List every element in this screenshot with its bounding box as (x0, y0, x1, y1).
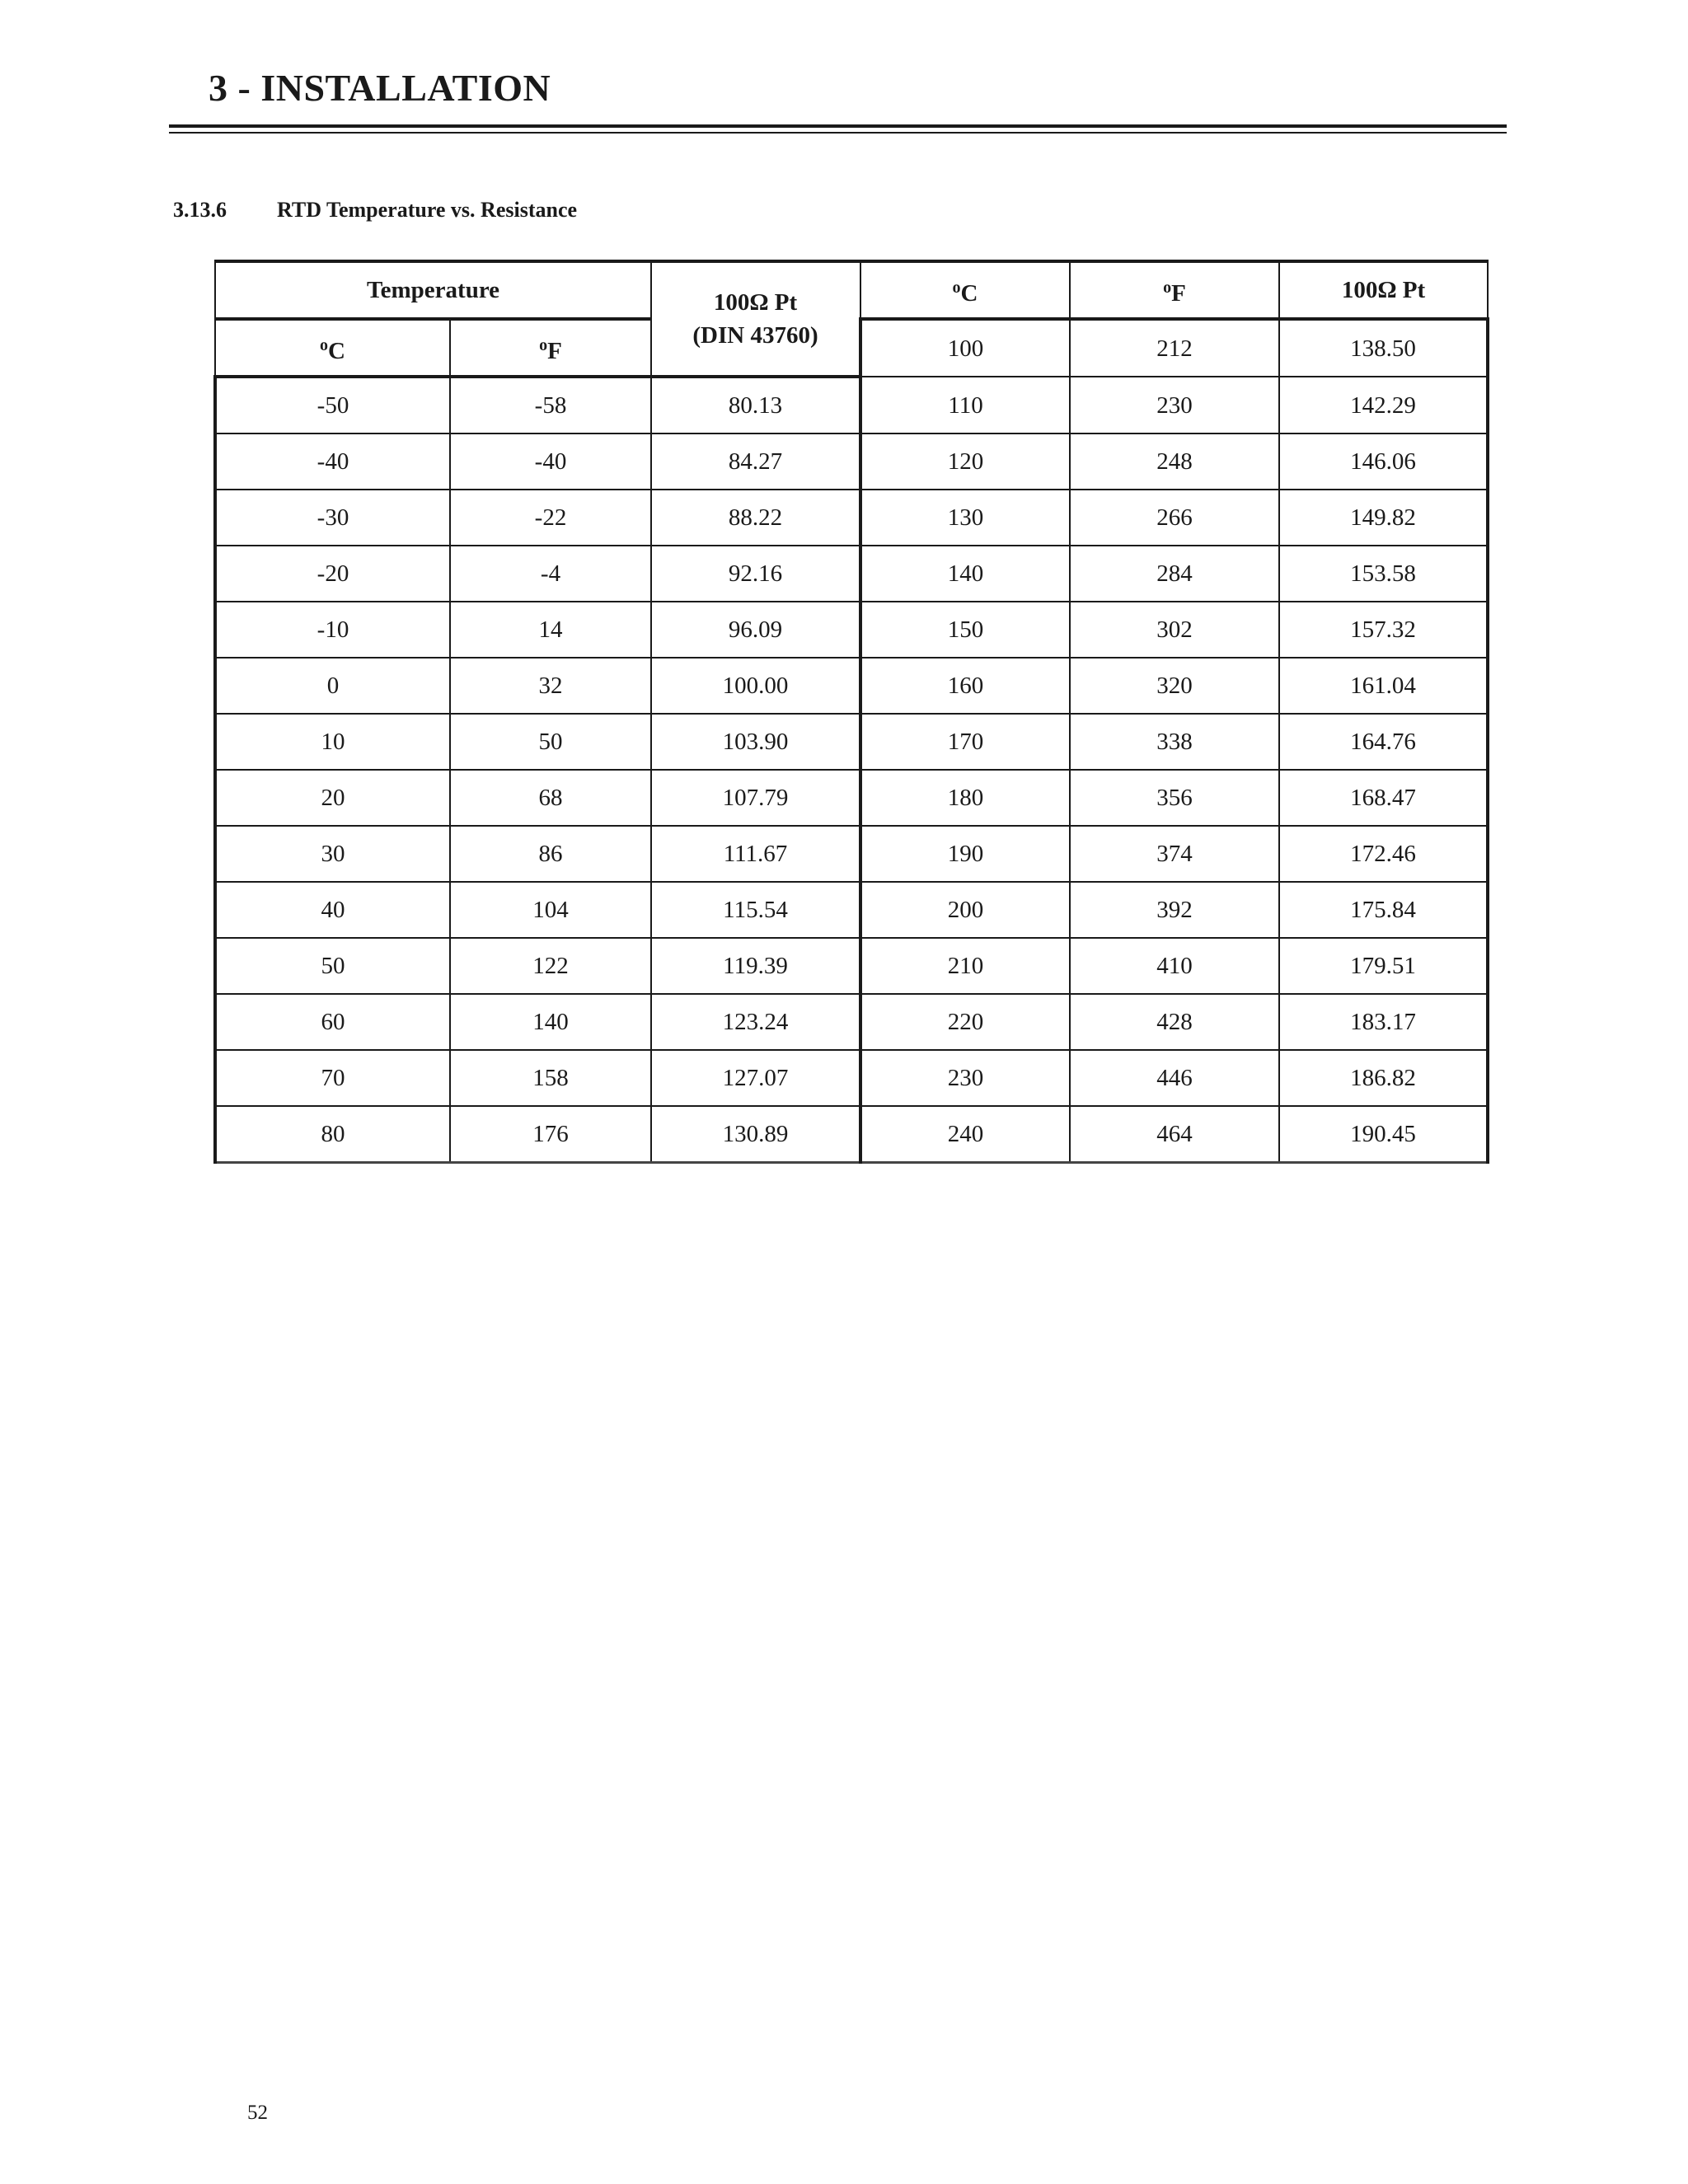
table-row (215, 434, 1488, 490)
table-cell: -4 (450, 546, 651, 602)
table-cell: 356 (1070, 770, 1279, 826)
table-row (215, 770, 1488, 826)
table-cell: 170 (860, 714, 1070, 770)
table-cell: 119.39 (651, 938, 860, 994)
table-cell: 212 (1070, 319, 1279, 377)
header-resistance-right: 100Ω Pt (1279, 261, 1488, 319)
table-cell: 149.82 (1279, 490, 1488, 546)
header-resistance-left (651, 261, 860, 377)
table-cell: 172.46 (1279, 826, 1488, 882)
header-rule-thick (169, 124, 1507, 128)
table-cell: 80.13 (651, 377, 860, 434)
table-cell: -40 (215, 434, 450, 490)
section-title: RTD Temperature vs. Resistance (277, 198, 578, 222)
table-cell: 10 (215, 714, 450, 770)
table-cell: -40 (450, 434, 651, 490)
table-cell: 230 (1070, 377, 1279, 434)
table-cell: 183.17 (1279, 994, 1488, 1050)
table-cell: 161.04 (1279, 658, 1488, 714)
table-row (215, 994, 1488, 1050)
table-cell: 92.16 (651, 546, 860, 602)
table-cell: -58 (450, 377, 651, 434)
table-cell: 230 (860, 1050, 1070, 1106)
table-cell: -10 (215, 602, 450, 658)
chapter-title: 3 - INSTALLATION (209, 67, 551, 109)
table-cell: 428 (1070, 994, 1279, 1050)
header-fahrenheit-right-label: F (1171, 279, 1186, 307)
table-cell: 110 (860, 377, 1070, 434)
table-row (215, 490, 1488, 546)
header-resistance-line1: 100Ω Pt (713, 289, 798, 316)
table-cell: 168.47 (1279, 770, 1488, 826)
header-fahrenheit-left (450, 319, 651, 377)
table-cell: 176 (450, 1106, 651, 1163)
table-cell: 130.89 (651, 1106, 860, 1163)
table-cell: 104 (450, 882, 651, 938)
table-cell: 40 (215, 882, 450, 938)
table-cell: 120 (860, 434, 1070, 490)
table-row (215, 602, 1488, 658)
table-row (215, 658, 1488, 714)
table-row (215, 714, 1488, 770)
table-cell: 160 (860, 658, 1070, 714)
table-cell: 446 (1070, 1050, 1279, 1106)
table-cell: 60 (215, 994, 450, 1050)
table-cell: 248 (1070, 434, 1279, 490)
table-cell: 103.90 (651, 714, 860, 770)
table-cell: 70 (215, 1050, 450, 1106)
degree-sign: o (952, 278, 961, 297)
table-cell: 122 (450, 938, 651, 994)
header-celsius-right-label: C (960, 279, 978, 307)
table-cell: 111.67 (651, 826, 860, 882)
table-cell: 179.51 (1279, 938, 1488, 994)
degree-sign: o (320, 335, 329, 354)
table-row (215, 938, 1488, 994)
table-cell: 100 (860, 319, 1070, 377)
table-cell: 338 (1070, 714, 1279, 770)
table-cell: 150 (860, 602, 1070, 658)
table-cell: 284 (1070, 546, 1279, 602)
degree-sign: o (1163, 278, 1172, 297)
table-cell: 84.27 (651, 434, 860, 490)
table-cell: 190.45 (1279, 1106, 1488, 1163)
header-celsius-right (860, 261, 1070, 319)
table-cell: 175.84 (1279, 882, 1488, 938)
table-cell: 115.54 (651, 882, 860, 938)
table-cell: 146.06 (1279, 434, 1488, 490)
table-row (215, 1106, 1488, 1163)
table-cell: 107.79 (651, 770, 860, 826)
table-row (215, 1050, 1488, 1106)
header-fahrenheit-left-label: F (547, 337, 562, 364)
table-cell: -50 (215, 377, 450, 434)
header-celsius-left-label: C (328, 337, 345, 364)
table-cell: 50 (215, 938, 450, 994)
table-cell: -22 (450, 490, 651, 546)
table-cell: 410 (1070, 938, 1279, 994)
table-cell: 123.24 (651, 994, 860, 1050)
table-cell: 127.07 (651, 1050, 860, 1106)
table-cell: 86 (450, 826, 651, 882)
table-cell: 320 (1070, 658, 1279, 714)
header-resistance-line2: (DIN 43760) (692, 322, 818, 349)
table-cell: 88.22 (651, 490, 860, 546)
header-rule-thin (169, 132, 1507, 134)
table-row (215, 377, 1488, 434)
table-cell: 158 (450, 1050, 651, 1106)
header-fahrenheit-right (1070, 261, 1279, 319)
table-row (215, 546, 1488, 602)
rtd-resistance-table (213, 260, 1489, 1164)
table-cell: 142.29 (1279, 377, 1488, 434)
table-cell: 130 (860, 490, 1070, 546)
header-temperature: Temperature (215, 261, 651, 319)
table-cell: 190 (860, 826, 1070, 882)
table-cell: 0 (215, 658, 450, 714)
table-cell: 220 (860, 994, 1070, 1050)
table-cell: 266 (1070, 490, 1279, 546)
table-cell: 392 (1070, 882, 1279, 938)
table-cell: 140 (450, 994, 651, 1050)
table-cell: 30 (215, 826, 450, 882)
table-cell: 140 (860, 546, 1070, 602)
table-cell: 240 (860, 1106, 1070, 1163)
table-cell: 180 (860, 770, 1070, 826)
table-cell: 80 (215, 1106, 450, 1163)
table-cell: 157.32 (1279, 602, 1488, 658)
table-cell: 302 (1070, 602, 1279, 658)
table-cell: 96.09 (651, 602, 860, 658)
table-cell: 20 (215, 770, 450, 826)
degree-sign: o (539, 335, 548, 354)
table-cell: 164.76 (1279, 714, 1488, 770)
table-cell: 186.82 (1279, 1050, 1488, 1106)
header-celsius-left (215, 319, 450, 377)
table-cell: 100.00 (651, 658, 860, 714)
table-cell: 153.58 (1279, 546, 1488, 602)
table-cell: 464 (1070, 1106, 1279, 1163)
table-row (215, 826, 1488, 882)
table-cell: -20 (215, 546, 450, 602)
table-cell: 50 (450, 714, 651, 770)
table-cell: 200 (860, 882, 1070, 938)
table-cell: -30 (215, 490, 450, 546)
page-number: 52 (247, 2102, 268, 2124)
section-heading (173, 198, 577, 223)
table-cell: 68 (450, 770, 651, 826)
table-cell: 14 (450, 602, 651, 658)
table-cell: 374 (1070, 826, 1279, 882)
table-cell: 210 (860, 938, 1070, 994)
table-cell: 138.50 (1279, 319, 1488, 377)
table-cell: 32 (450, 658, 651, 714)
section-number: 3.13.6 (173, 198, 227, 222)
table-row (215, 882, 1488, 938)
